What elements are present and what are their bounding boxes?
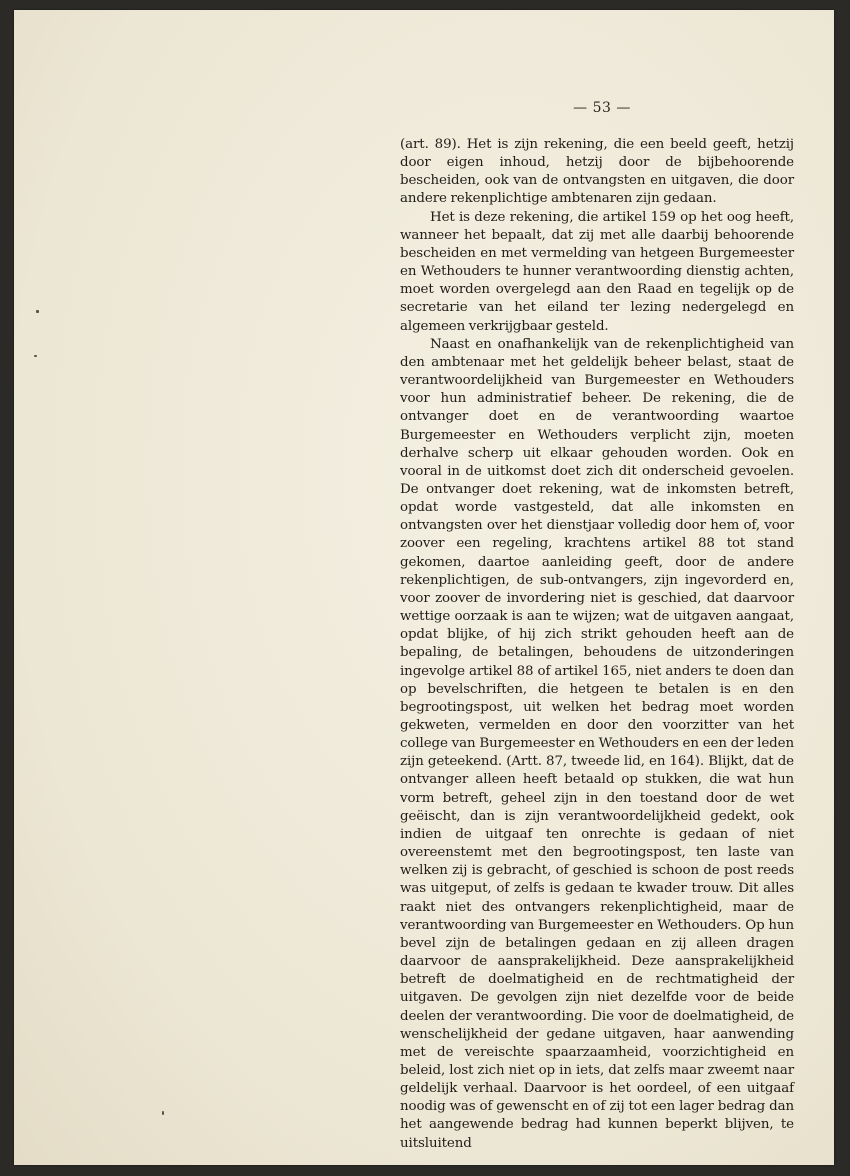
body-text <box>400 136 794 1153</box>
page-number: — 53 — <box>573 100 631 116</box>
paragraph: Naast en onafhankelijk van de rekenplichtigheid van den ambtenaar met het geldelijk beheer belast, staat de verantwoordelijkheid van Burgemeester en Wethouders voor hun administratief beheer. De rekening, die de ontvanger doet en de verantwoording waartoe Burgemeester en Wethouders verplicht zijn, moeten derhalve scherp uit elkaar gehouden worden. Ook en vooral in de uitkomst doet zich dit onderscheid gevoelen. De ontvanger doet rekening, wat de inkomsten betreft, opdat worde vastgesteld, dat alle inkomsten en ontvangsten over het dienstjaar volledig door hem of, voor zoover een regeling, krachtens artikel 88 tot stand gekomen, daartoe aanleiding geeft, door de andere rekenplichtigen, de sub-ontvangers, zijn ingevorderd en, voor zoover de invordering niet is geschied, dat daarvoor wettige oorzaak is aan te wijzen; wat de uitgaven aangaat, opdat blijke, of hij zich strikt gehouden heeft aan de bepaling, de betalingen, behoudens de uitzonderingen ingevolge artikel 88 of artikel 165, niet anders te doen dan op bevelschriften, die hetgeen te betalen is en den begrootingspost, uit welken het bedrag moet worden gekweten, vermelden en door den voorzitter van het college van Burgemeester en Wethouders en een der leden zijn geteekend. (Artt. 87, tweede lid, en 164). Blijkt, dat de ontvanger alleen heeft betaald op stukken, die wat hun vorm betreft, geheel zijn in den toestand door de wet geëischt, dan is zijn verantwoordelijkheid gedekt, ook indien de uitgaaf ten onrechte is gedaan of niet overeenstemt met den begrootingspost, ten laste van welken zij is gebracht, of geschied is schoon de post reeds was uitgeput, of zelfs is gedaan te kwader trouw. Dit alles raakt niet des ontvangers rekenplichtigheid, maar de verantwoording van Burgemeester en Wethouders. Op hun bevel zijn de betalingen gedaan en zij alleen dragen daarvoor de aansprakelijkheid. Deze aansprakelijkheid betreft de doelmatigheid en de rechtmatigheid der uitgaven. De gevolgen zijn niet dezelfde voor de beide deelen der verantwoording. Die voor de doelmatigheid, de wenschelijkheid der gedane uitgaven, haar aanwending met de vereischte spaarzaamheid, voorzichtigheid en beleid, lost zich niet op in iets, dat zelfs maar zweemt naar geldelijk verhaal. Daarvoor is het oordeel, of een uitgaaf noodig was of gewenscht en of zij tot een lager bedrag dan het aangewende bedrag had kunnen beperkt blijven, te uitsluitend <box>400 336 794 1151</box>
margin-speck <box>34 355 37 357</box>
paragraph: Het is deze rekening, die artikel 159 op het oog heeft, wanneer het bepaalt, dat zij met alle daarbij behoorende bescheiden en met vermelding van hetgeen Burgemeester en Wethouders te hunner verantwoording dienstig achten, moet worden overgelegd aan den Raad en tegelijk op de secretarie van het eiland ter lezing nedergelegd en algemeen verkrijgbaar gesteld. <box>400 209 794 334</box>
paragraph: (art. 89). Het is zijn rekening, die een beeld geeft, hetzij door eigen inhoud, hetzij door de bijbehoorende bescheiden, ook van de ontvangsten en uitgaven, die door andere rekenplichtige ambtenaren zijn gedaan. <box>400 137 794 207</box>
margin-speck <box>162 1111 164 1115</box>
document-page <box>14 10 834 1165</box>
margin-speck <box>36 310 39 313</box>
